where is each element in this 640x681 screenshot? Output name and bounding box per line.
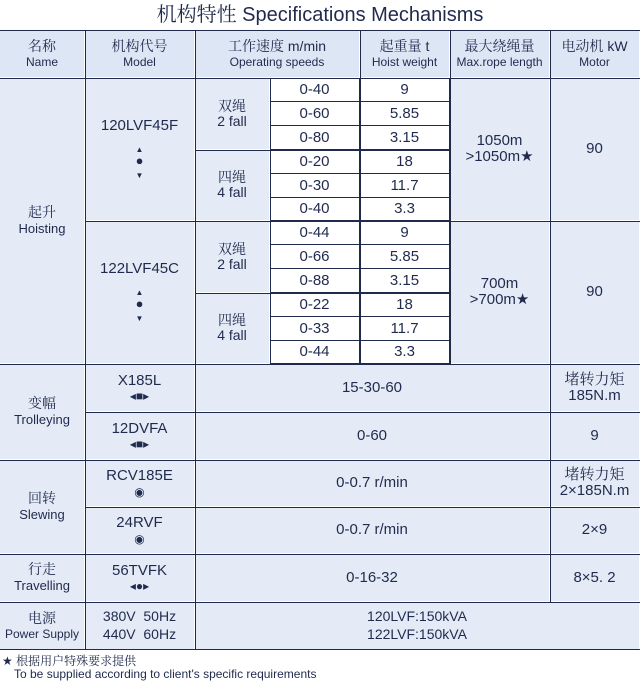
weight-cell: 9 bbox=[360, 78, 450, 102]
model-12dvfa: 12DVFA ◂■▸ bbox=[85, 412, 195, 460]
header-name bbox=[0, 30, 85, 78]
footnote-cn: ★ 根据用户特殊要求提供 bbox=[2, 654, 137, 668]
row-separator bbox=[195, 293, 450, 294]
weight-cell: 3.15 bbox=[360, 269, 450, 293]
speed-rcv185e: 0-0.7 r/min bbox=[195, 460, 550, 507]
speed-x185l: 15-30-60 bbox=[195, 364, 550, 412]
group-slewing-en: Slewing bbox=[19, 507, 65, 523]
motor-unit1: 90 bbox=[550, 78, 640, 221]
weight-cell: 11.7 bbox=[360, 317, 450, 341]
motor-24rvf: 2×9 bbox=[550, 507, 640, 554]
header-rope-en: Max.rope length bbox=[456, 54, 543, 69]
group-travelling-en: Travelling bbox=[14, 578, 70, 594]
header-model-en: Model bbox=[123, 54, 156, 69]
rope-length-line1: 700m bbox=[480, 275, 519, 293]
trolley-icon: ◂■▸ bbox=[129, 437, 150, 452]
row-separator bbox=[0, 554, 640, 555]
group-power bbox=[0, 602, 85, 650]
group-hoisting-en: Hoisting bbox=[18, 221, 66, 237]
header-rope bbox=[450, 30, 550, 78]
group-travelling-cn: 行走 bbox=[28, 561, 56, 578]
row-separator bbox=[0, 602, 640, 603]
fall-label-cn: 四绳 bbox=[218, 169, 246, 186]
motor-12dvfa: 9 bbox=[550, 412, 640, 460]
weight-cell: 18 bbox=[360, 293, 450, 317]
weight-cell: 5.85 bbox=[360, 245, 450, 269]
hoist-drum-icon: ▲ ● ▼ bbox=[135, 288, 144, 324]
row-separator bbox=[0, 30, 640, 31]
model-120lvf45f bbox=[85, 78, 195, 221]
row-separator bbox=[85, 221, 640, 222]
model-122lvf45c bbox=[85, 221, 195, 364]
speed-cell: 0-44 bbox=[270, 221, 360, 245]
row-separator bbox=[0, 649, 640, 650]
speed-cell: 0-60 bbox=[270, 102, 360, 126]
group-trolleying-cn: 变幅 bbox=[28, 395, 56, 412]
speed-cell: 0-88 bbox=[270, 269, 360, 293]
speed-12dvfa: 0-60 bbox=[195, 412, 550, 460]
header-name-en: Name bbox=[25, 54, 58, 69]
weight-cell: 3.15 bbox=[360, 126, 450, 150]
col-separator bbox=[360, 30, 361, 364]
rope-length-line2: >700m★ bbox=[469, 291, 530, 308]
weight-cell: 11.7 bbox=[360, 174, 450, 198]
speed-56tvfk: 0-16-32 bbox=[195, 554, 550, 602]
rope-length-unit1 bbox=[450, 78, 550, 221]
fall-label-en: 2 fall bbox=[217, 255, 247, 272]
header-model bbox=[85, 30, 195, 78]
group-trolleying bbox=[0, 364, 85, 460]
header-weight bbox=[360, 30, 450, 78]
header-name-cn: 名称 bbox=[28, 37, 56, 54]
col-separator bbox=[550, 30, 551, 602]
group-power-en: Power Supply bbox=[4, 626, 80, 641]
header-motor-en: Motor bbox=[579, 54, 610, 69]
page-title: 机构特性 Specifications Mechanisms bbox=[156, 4, 484, 26]
group-hoisting-cn: 起升 bbox=[28, 204, 56, 221]
group-travelling bbox=[0, 554, 85, 602]
fall-label-cn: 双绳 bbox=[218, 97, 246, 114]
hoist-drum-icon: ▲ ● ▼ bbox=[135, 145, 144, 181]
speed-cell: 0-20 bbox=[270, 150, 360, 174]
group-slewing bbox=[0, 460, 85, 554]
fall-label-en: 4 fall bbox=[217, 184, 247, 200]
speed-cell: 0-44 bbox=[270, 341, 360, 364]
header-speed bbox=[195, 30, 360, 78]
header-rope-cn: 最大绕绳量 bbox=[464, 37, 535, 54]
fall-4-unit1 bbox=[195, 150, 270, 221]
fall-label-cn: 双绳 bbox=[218, 240, 246, 257]
model-56tvfk: 56TVFK ◂●▸ bbox=[85, 554, 195, 602]
speed-cell: 0-30 bbox=[270, 174, 360, 198]
group-hoisting bbox=[0, 78, 85, 364]
speed-24rvf: 0-0.7 r/min bbox=[195, 507, 550, 554]
model-120lvf45f-code: 120LVF45F bbox=[100, 116, 179, 134]
fall-label-cn: 四绳 bbox=[218, 312, 246, 329]
rope-length-line1: 1050m bbox=[476, 132, 523, 150]
header-weight-cn: 起重量 t bbox=[379, 37, 430, 54]
header-speed-en: Operating speeds bbox=[229, 54, 325, 69]
weight-cell: 5.85 bbox=[360, 102, 450, 126]
slewing-icon: ◉ bbox=[134, 531, 145, 546]
slewing-icon: ◉ bbox=[134, 484, 145, 499]
weight-cell: 18 bbox=[360, 150, 450, 174]
speed-cell: 0-40 bbox=[270, 198, 360, 221]
col-separator bbox=[85, 30, 86, 650]
motor-56tvfk: 8×5. 2 bbox=[550, 554, 640, 602]
row-separator bbox=[85, 507, 640, 508]
fall-4-unit2 bbox=[195, 293, 270, 364]
row-separator bbox=[195, 150, 450, 151]
fall-2-unit1 bbox=[195, 78, 270, 150]
row-separator bbox=[0, 364, 640, 365]
weight-cell: 3.3 bbox=[360, 198, 450, 221]
motor-x185l: 堵转力矩 185N.m bbox=[550, 364, 640, 412]
speed-cell: 0-33 bbox=[270, 317, 360, 341]
header-speed-cn: 工作速度 m/min bbox=[228, 37, 326, 54]
col-separator bbox=[270, 78, 271, 364]
motor-rcv185e: 堵转力矩 2×185N.m bbox=[550, 460, 640, 507]
footnote-en: To be supplied according to client's specific requirements bbox=[14, 667, 317, 681]
group-power-cn: 电源 bbox=[28, 609, 56, 626]
group-slewing-cn: 回转 bbox=[28, 490, 56, 507]
header-motor-cn: 电动机 kW bbox=[561, 37, 628, 54]
fall-label-en: 4 fall bbox=[217, 327, 247, 343]
motor-unit2: 90 bbox=[550, 221, 640, 364]
fall-label-en: 2 fall bbox=[217, 112, 247, 129]
header-motor bbox=[550, 30, 640, 78]
weight-cell: 3.3 bbox=[360, 341, 450, 364]
specifications-table bbox=[0, 30, 640, 650]
model-122lvf45c-code: 122LVF45C bbox=[100, 259, 179, 277]
row-separator bbox=[0, 460, 640, 461]
speed-cell: 0-66 bbox=[270, 245, 360, 269]
col-separator bbox=[450, 30, 451, 364]
weight-cell: 9 bbox=[360, 221, 450, 245]
row-separator bbox=[0, 78, 640, 79]
speed-cell: 0-80 bbox=[270, 126, 360, 150]
model-x185l: X185L ◂■▸ bbox=[85, 364, 195, 412]
rope-length-line2: >1050m★ bbox=[465, 148, 534, 165]
row-separator bbox=[85, 412, 640, 413]
rope-length-unit2 bbox=[450, 221, 550, 364]
fall-2-unit2 bbox=[195, 221, 270, 293]
power-voltage: 380V 50Hz 440V 60Hz bbox=[85, 602, 195, 650]
speed-cell: 0-22 bbox=[270, 293, 360, 317]
header-model-cn: 机构代号 bbox=[111, 37, 168, 54]
travel-icon: ◂●▸ bbox=[129, 579, 150, 594]
power-capacity: 120LVF:150kVA 122LVF:150kVA bbox=[195, 602, 640, 650]
group-trolleying-en: Trolleying bbox=[14, 412, 70, 428]
trolley-icon: ◂■▸ bbox=[129, 389, 150, 404]
model-rcv185e: RCV185E ◉ bbox=[85, 460, 195, 507]
speed-cell: 0-40 bbox=[270, 78, 360, 102]
header-weight-en: Hoist weight bbox=[371, 54, 438, 69]
col-separator bbox=[195, 30, 196, 650]
model-24rvf: 24RVF ◉ bbox=[85, 507, 195, 554]
